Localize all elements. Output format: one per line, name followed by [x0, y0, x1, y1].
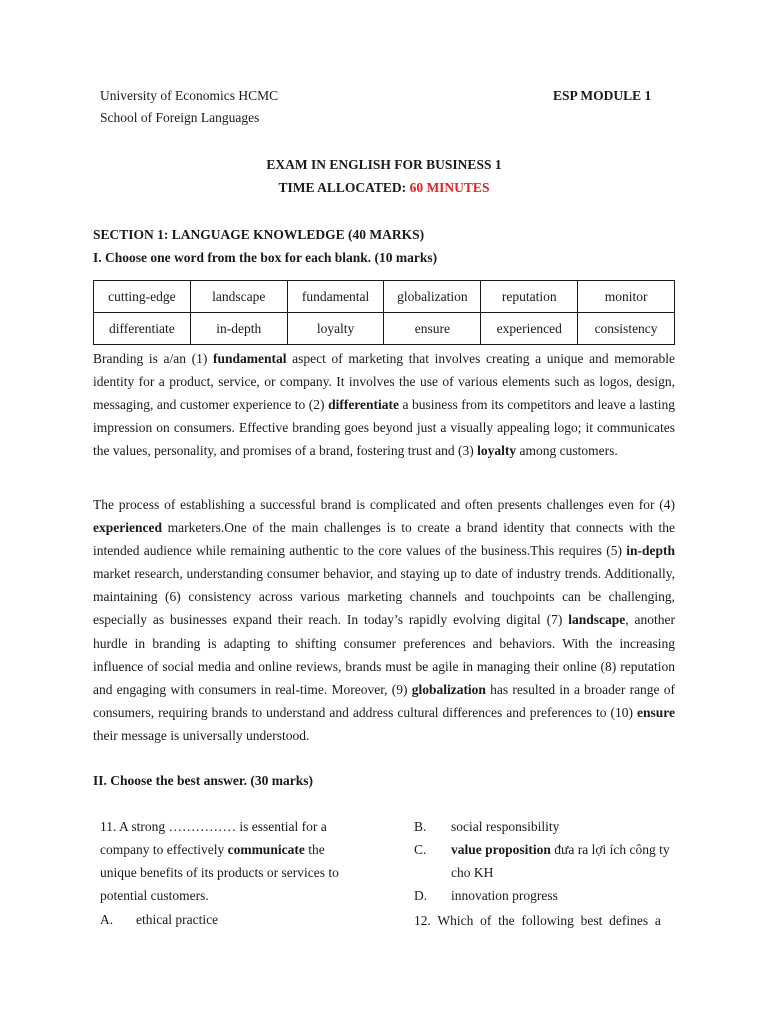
university-name: University of Economics HCMC [100, 88, 279, 103]
word-box-row [94, 281, 675, 313]
passage-text: a business from its competitors and leave a lasting impression on consumers. Effective branding goes beyond just a visually appealing logo; it communicates the values, personality, and promises of a brand, fostering trust and (3) [93, 397, 676, 459]
option-c-answer: value proposition [451, 842, 551, 857]
word-cell: fundamental [287, 281, 384, 313]
part1-heading: I. Choose one word from the box for each blank. (10 marks) [93, 250, 438, 265]
passage-text: The process of establishing a successful brand is complicated and often presents challenges even for (4) [93, 497, 675, 512]
time-allocated [0, 180, 768, 196]
word-cell: cutting-edge [94, 281, 191, 313]
word-cell: reputation [481, 281, 578, 313]
passage-text: among customers. [516, 443, 618, 459]
part2-heading: II. Choose the best answer. (30 marks) [93, 773, 314, 788]
option-d-letter: D. [414, 888, 428, 903]
word-cell: in-depth [190, 313, 287, 345]
word-box-row [94, 313, 675, 345]
option-c-note-cont: cho KH [451, 865, 494, 880]
word-cell: monitor [578, 281, 675, 313]
answer-1: fundamental [213, 351, 287, 366]
word-cell: experienced [481, 313, 578, 345]
passage-text: Branding is a/an (1) [93, 351, 214, 366]
answer-4: experienced [93, 520, 162, 536]
question-12-line: 12. Which of the following best defines a [414, 913, 661, 928]
question-11-line: 11. A strong …………… is essential for a [100, 819, 327, 834]
word-cell: consistency [578, 313, 675, 345]
word-cell: differentiate [94, 313, 191, 345]
question-keyword: communicate [227, 842, 305, 857]
question-11-line: potential customers. [100, 888, 209, 903]
passage-text: marketers.One of the main challenges is to create a brand identity that connects with the intended audience while remaining authentic to the core values of the business.This requires (5) [93, 520, 675, 559]
time-value: 60 MINUTES [409, 180, 490, 195]
question-text: company to effectively [100, 842, 228, 857]
question-text: the [304, 842, 325, 857]
word-box [93, 280, 675, 345]
option-b-letter: B. [414, 819, 427, 834]
option-c-text [451, 842, 670, 858]
option-c-letter: C. [414, 842, 427, 857]
question-11-line [100, 842, 325, 858]
answer-9: globalization [411, 681, 486, 697]
module-label: ESP MODULE 1 [553, 88, 652, 103]
answer-7: landscape [568, 612, 626, 628]
passage-text: their message is universally understood. [93, 727, 310, 743]
answer-10: ensure [636, 704, 675, 720]
word-cell: globalization [384, 281, 481, 313]
passage-1 [93, 347, 675, 462]
school-name: School of Foreign Languages [100, 110, 260, 125]
word-cell: loyalty [287, 313, 384, 345]
word-cell: ensure [384, 313, 481, 345]
section1-heading: SECTION 1: LANGUAGE KNOWLEDGE (40 MARKS) [93, 227, 425, 242]
option-a-letter: A. [100, 912, 114, 927]
passage-text: has resulted in a broader range of consumers, requiring brands to understand and address cultural differences and preferences to (10) [93, 681, 675, 720]
option-b-text: social responsibility [451, 819, 560, 834]
time-label: TIME ALLOCATED: [278, 180, 407, 195]
word-cell: landscape [190, 281, 287, 313]
passage-text: aspect of marketing that involves creating a unique and memorable identity for a product, service, or company. It involves the use of various elements such as logos, design, messaging, and customer experience to (2) [93, 351, 675, 413]
question-11-line: unique benefits of its products or services to [100, 865, 339, 880]
option-a-text: ethical practice [136, 912, 219, 927]
answer-5: in-depth [626, 543, 675, 559]
answer-3: loyalty [477, 443, 517, 459]
passage-text: , another hurdle in branding is adapting to shifting consumer preferences and behaviors. With the increasing influence of social media and online reviews, brands must be agile in managing their online (8) reputation and engaging with consumers in real-time. Moreover, (9) [93, 612, 675, 697]
answer-2: differentiate [328, 397, 400, 413]
option-c-note: đưa ra lợi ích công ty [550, 842, 670, 857]
option-d-text: innovation progress [451, 888, 558, 903]
passage-text: market research, understanding consumer behavior, and staying up to date of industry trends. Additionally, maintaining (6) consistency across various marketing channels and touchpoints can be challenging, especially as businesses expand their reach. In today’s rapidly evolving digital (7) [93, 566, 675, 628]
passage-2 [93, 493, 675, 747]
exam-title: EXAM IN ENGLISH FOR BUSINESS 1 [266, 157, 502, 172]
